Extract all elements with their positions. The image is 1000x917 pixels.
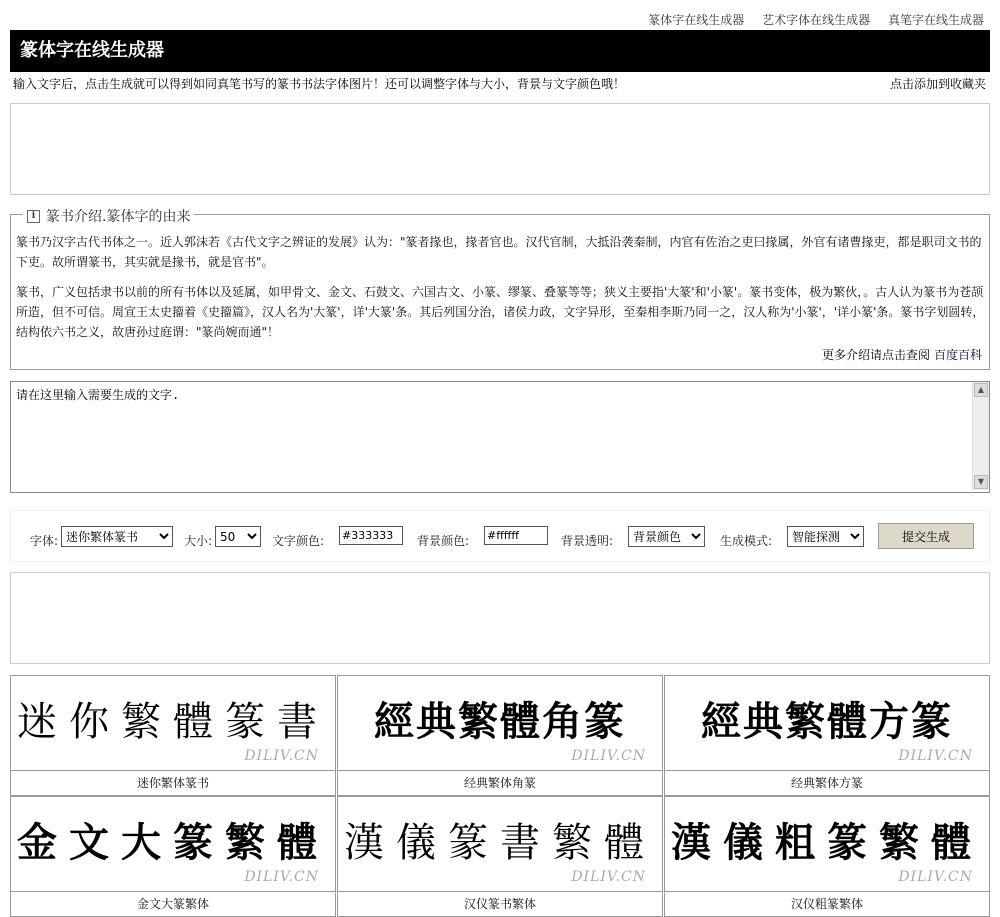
font-sample-caption: 迷你繁体篆书 bbox=[136, 776, 209, 790]
bg-transparent-select[interactable] bbox=[628, 526, 705, 547]
font-sample-card[interactable] bbox=[337, 796, 663, 917]
sample-glyphs: 經典繁體角篆 bbox=[374, 698, 626, 745]
text-color-input[interactable] bbox=[339, 526, 403, 545]
sample-watermark: DILIV.CN bbox=[244, 869, 319, 885]
text-input-box bbox=[10, 381, 990, 493]
intro-paragraph-1: 篆书乃汉字古代书体之一。近人郭沫若《古代文字之辨证的发展》认为："篆者掾也，掾者官也。汉代官制，大抵沿袭秦制，内官有佐治之吏曰掾属，外官有诸曹掾吏，都是职司文书的下吏。故所谓篆书，其实就是掾书，就是官书"。 bbox=[16, 235, 982, 269]
mode-label: 生成模式: bbox=[720, 534, 773, 548]
mode-select[interactable] bbox=[787, 526, 864, 547]
font-sample-image[interactable] bbox=[338, 797, 662, 892]
submit-button[interactable]: 提交生成 bbox=[878, 523, 974, 549]
sample-glyphs: 漢儀粗篆繁體 bbox=[671, 819, 983, 866]
textarea-scrollbar[interactable] bbox=[972, 382, 989, 490]
baidu-baike-link[interactable]: 百度百科 bbox=[933, 348, 982, 362]
font-sample-image[interactable] bbox=[11, 676, 335, 771]
font-sample-image[interactable] bbox=[665, 676, 989, 771]
font-sample-image[interactable] bbox=[338, 676, 662, 771]
bg-transparent-label: 背景透明: bbox=[561, 534, 614, 548]
more-info-text: 更多介绍请点击查阅 bbox=[821, 348, 930, 362]
text-input[interactable] bbox=[11, 382, 971, 490]
top-link-zhenbi[interactable]: 真笔字在线生成器 bbox=[887, 13, 984, 27]
top-link-zhuanti[interactable]: 篆体字在线生成器 bbox=[648, 13, 745, 27]
intro-section bbox=[10, 209, 990, 370]
bookmark-link[interactable]: 点击添加到收藏夹 bbox=[889, 77, 986, 91]
size-label: 大小: bbox=[184, 534, 213, 548]
intro-legend bbox=[23, 206, 194, 226]
font-sample-card[interactable] bbox=[337, 675, 663, 796]
font-sample-caption: 金文大篆繁体 bbox=[136, 897, 209, 911]
font-sample-image[interactable] bbox=[665, 797, 989, 892]
sample-glyphs: 迷你繁體篆書 bbox=[17, 699, 329, 745]
sample-glyphs: 金文大篆繁體 bbox=[17, 819, 329, 866]
sample-watermark: DILIV.CN bbox=[898, 869, 973, 885]
text-color-label: 文字颜色: bbox=[272, 534, 325, 548]
bg-color-label: 背景颜色: bbox=[417, 534, 470, 548]
sample-watermark: DILIV.CN bbox=[571, 869, 646, 885]
font-sample-caption: 汉仪粗篆繁体 bbox=[790, 897, 863, 911]
sample-watermark: DILIV.CN bbox=[244, 748, 319, 764]
page-title: 篆体字在线生成器 bbox=[20, 40, 164, 61]
title-bar bbox=[10, 30, 990, 72]
scroll-down-icon[interactable]: ▼ bbox=[974, 475, 988, 489]
font-label: 字体: bbox=[30, 534, 59, 548]
font-sample-card[interactable] bbox=[664, 796, 990, 917]
sample-watermark: DILIV.CN bbox=[898, 748, 973, 764]
intro-paragraph-2: 篆书，广义包括隶书以前的所有书体以及延属，如甲骨文、金文、石鼓文、六国古文、小篆、缪篆、叠篆等等；狭义主要指'大篆'和'小篆'。篆书变体，极为繁伙，。古人认为篆书为苍颉所造，但不可信。周宣王太史籀着《史籀篇》，汉人名为'大篆'，详'大篆'条。其后列国分治，诸侯力政，文字异形，至秦相李斯乃同一之，汉人称为'小篆'，'详小篆'条。篆书字划圆转，结构依六书之义，故唐孙过庭谓："篆尚婉而通"！ bbox=[16, 285, 985, 339]
font-sample-card[interactable] bbox=[10, 796, 336, 917]
scroll-up-icon[interactable]: ▲ bbox=[974, 383, 988, 397]
page-description: 输入文字后，点击生成就可以得到如同真笔书写的篆书书法字体图片！还可以调整字体与大小，背景与文字颜色哦！ bbox=[13, 77, 626, 91]
bg-color-input[interactable] bbox=[484, 526, 548, 545]
sample-glyphs: 漢儀篆書繁體 bbox=[344, 820, 656, 866]
font-sample-caption: 经典繁体角篆 bbox=[463, 776, 536, 790]
font-sample-image[interactable] bbox=[11, 797, 335, 892]
intro-legend-text: 篆书介绍.篆体字的由来 bbox=[46, 209, 191, 225]
font-select[interactable] bbox=[61, 526, 173, 547]
size-select[interactable] bbox=[215, 526, 261, 547]
ad-slot-middle bbox=[10, 572, 990, 664]
ad-slot-top bbox=[10, 103, 990, 195]
options-bar bbox=[10, 510, 990, 562]
font-sample-caption: 经典繁体方篆 bbox=[790, 776, 863, 790]
font-sample-card[interactable] bbox=[664, 675, 990, 796]
top-link-yishuzi[interactable]: 艺术字体在线生成器 bbox=[762, 13, 871, 27]
sample-glyphs: 經典繁體方篆 bbox=[701, 698, 953, 745]
font-sample-caption: 汉仪篆书繁体 bbox=[463, 897, 536, 911]
intro-text bbox=[16, 232, 985, 342]
top-nav bbox=[634, 11, 984, 28]
font-sample-card[interactable] bbox=[10, 675, 336, 796]
more-info bbox=[822, 346, 982, 363]
info-icon: i bbox=[27, 210, 40, 223]
sample-watermark: DILIV.CN bbox=[571, 748, 646, 764]
